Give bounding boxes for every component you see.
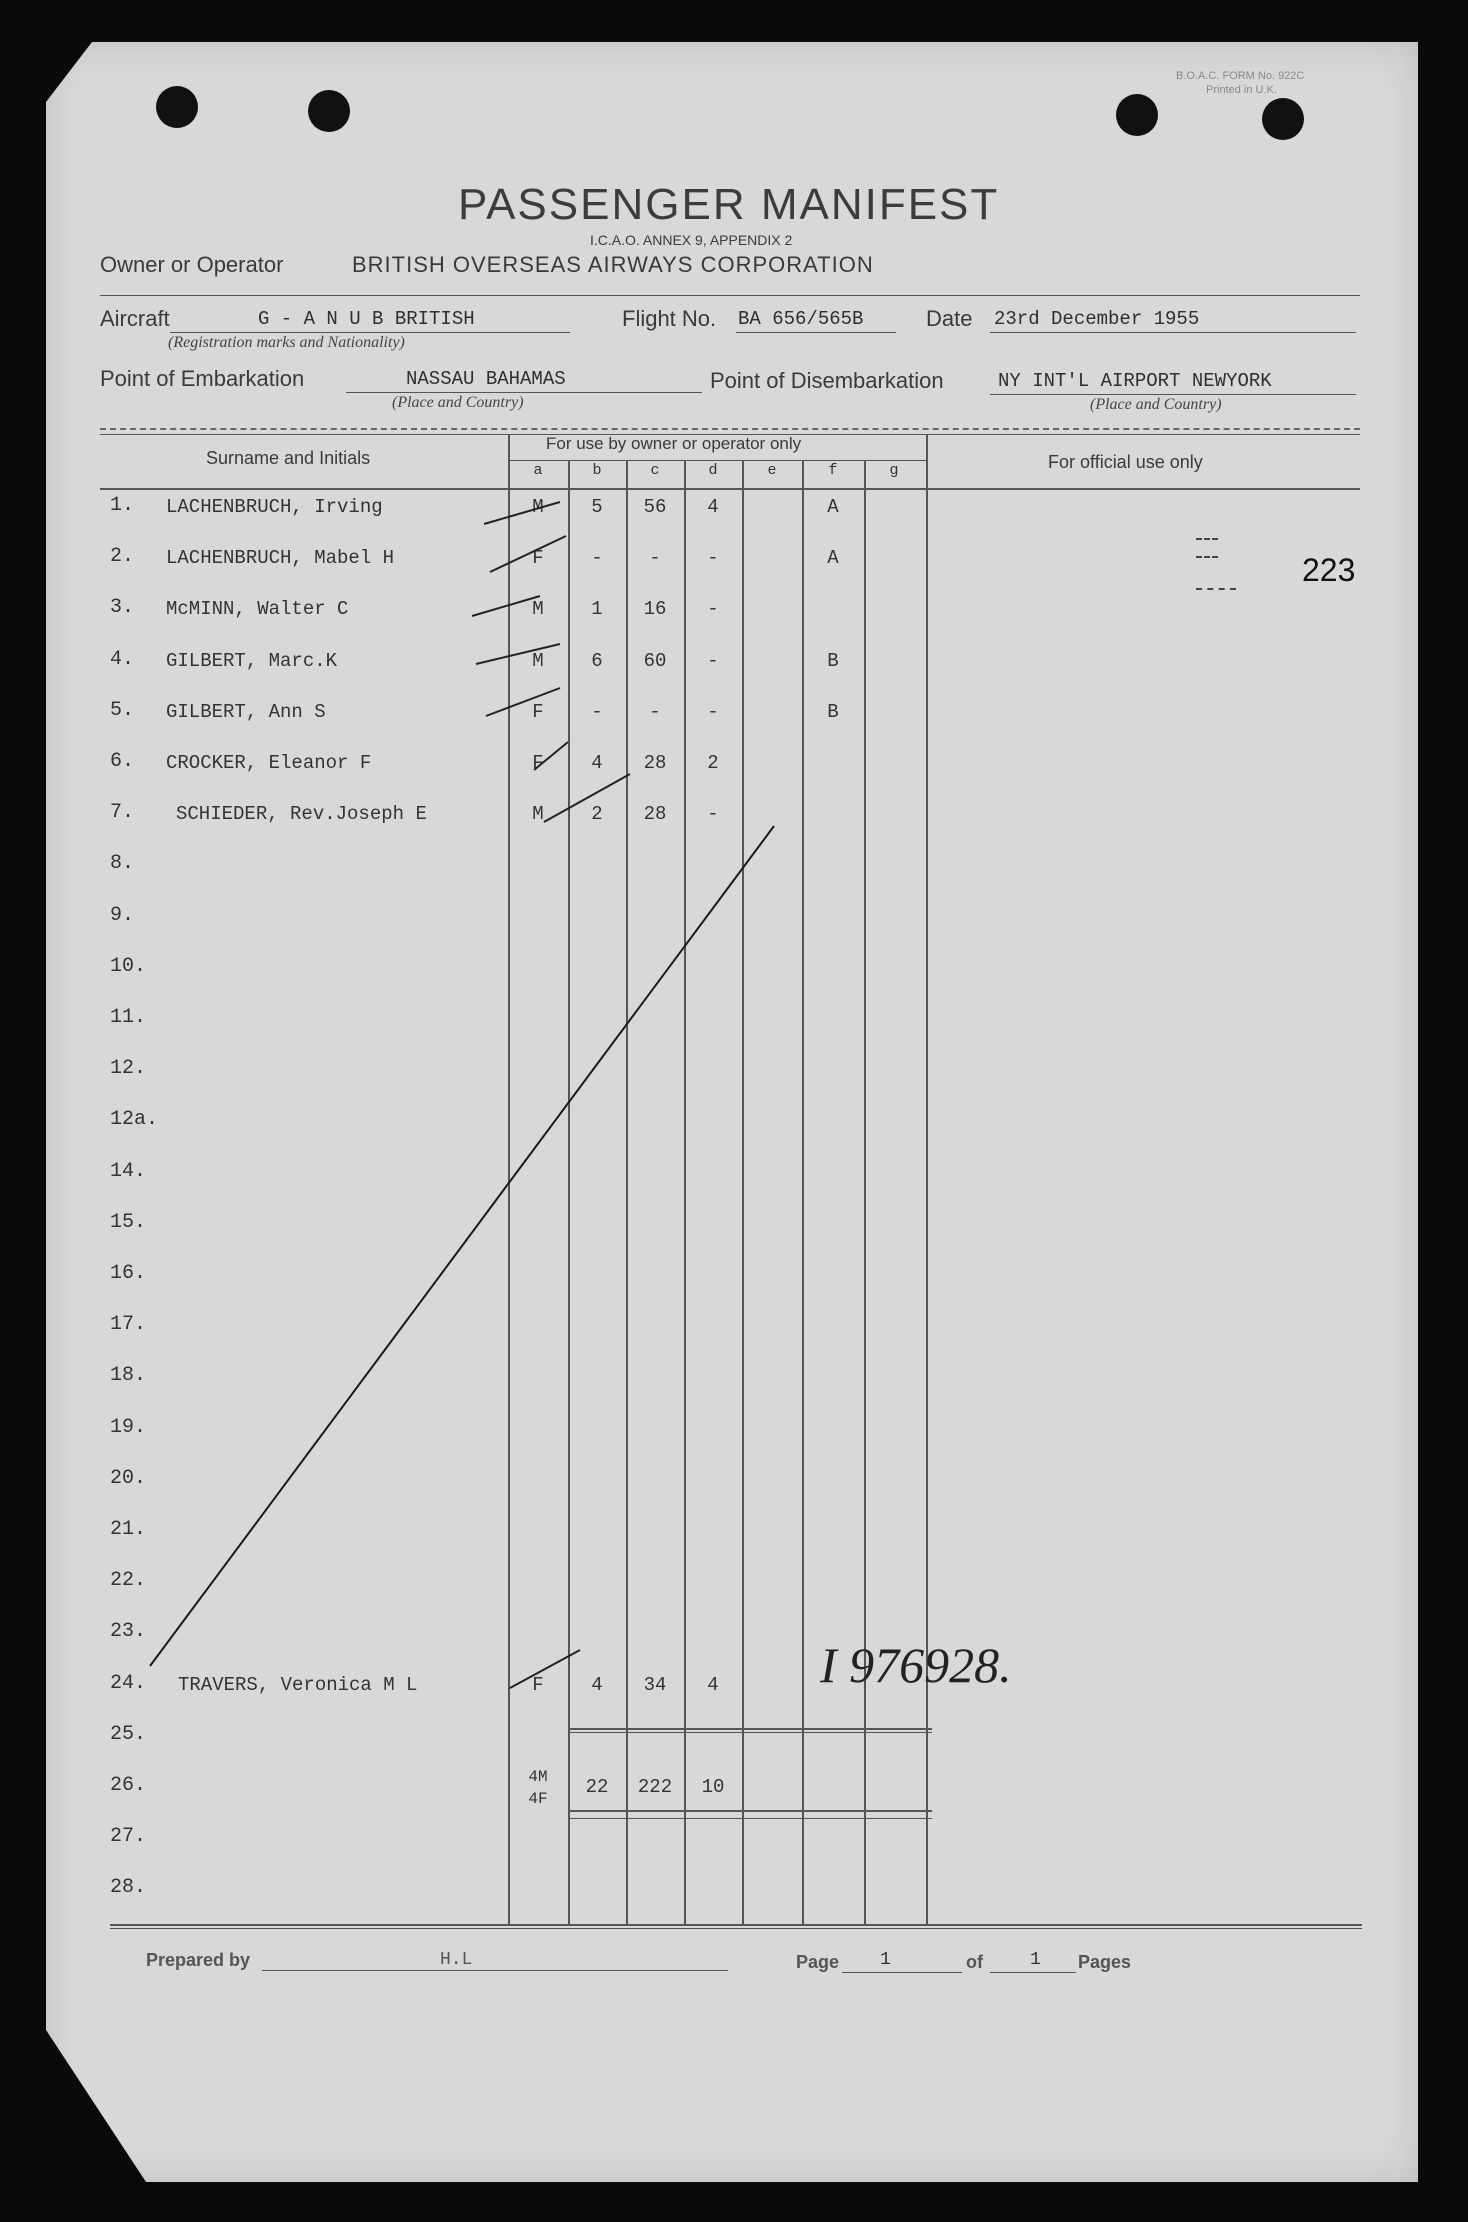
disembark-value: NY INT'L AIRPORT NEWYORK: [998, 370, 1272, 392]
cell-d: 10: [701, 1776, 725, 1798]
column-letter: e: [767, 462, 777, 479]
aircraft-value: G - A N U B BRITISH: [258, 308, 475, 330]
cell-b: 1: [591, 598, 603, 620]
row-number: 26.: [110, 1774, 147, 1797]
row-number: 10.: [110, 955, 147, 978]
cell-a: M: [532, 496, 544, 518]
column-owner-use-header: For use by owner or operator only: [546, 434, 802, 453]
embark-note: (Place and Country): [392, 394, 524, 411]
cell-c: 28: [643, 803, 667, 825]
cell-f: B: [827, 650, 839, 672]
cell-d: 4: [707, 496, 719, 518]
check-mark: [544, 774, 630, 822]
row-number: 12.: [110, 1057, 147, 1080]
owner-value: BRITISH OVERSEAS AIRWAYS CORPORATION: [352, 252, 874, 277]
cell-f: A: [827, 547, 839, 569]
cell-c: -: [649, 701, 661, 723]
cell-a: 4M 4F: [528, 1768, 548, 1808]
cell-d: -: [707, 547, 719, 569]
passenger-name: TRAVERS, Veronica M L: [178, 1674, 418, 1696]
disembark-label: Point of Disembarkation: [710, 368, 944, 393]
column-surname-header: Surname and Initials: [206, 448, 371, 468]
prepared-by-label: Prepared by: [146, 1950, 251, 1970]
date-value: 23rd December 1955: [994, 308, 1200, 330]
cell-c: 60: [643, 650, 667, 672]
column-letter: c: [650, 462, 660, 479]
form-printed-note: Printed in U.K.: [1206, 84, 1277, 96]
column-letter: g: [889, 462, 899, 479]
check-mark: [534, 742, 568, 770]
cell-d: 2: [707, 752, 719, 774]
cell-d: -: [707, 803, 719, 825]
row-number: 28.: [110, 1876, 147, 1899]
cell-c: 34: [643, 1674, 667, 1696]
cell-a: M: [532, 598, 544, 620]
cell-c: 28: [643, 752, 667, 774]
flight-label: Flight No.: [622, 306, 717, 331]
cell-b: 22: [585, 1776, 609, 1798]
page-total: 1: [1030, 1950, 1041, 1970]
disembark-note: (Place and Country): [1090, 396, 1222, 413]
check-mark: [472, 596, 540, 616]
row-number: 5.: [110, 699, 135, 722]
cell-c: 16: [643, 598, 667, 620]
cell-b: 4: [591, 752, 603, 774]
diagonal-cancel-line: [150, 826, 774, 1666]
row-number: 27.: [110, 1825, 147, 1848]
check-mark: [486, 688, 560, 716]
cell-b: 4: [591, 1674, 603, 1696]
row-number: 4.: [110, 648, 135, 671]
prepared-by-value: H.L: [440, 1950, 473, 1970]
passenger-name: GILBERT, Ann S: [166, 701, 326, 723]
flight-value: BA 656/565B: [738, 308, 864, 330]
row-number: 16.: [110, 1262, 147, 1285]
cell-b: 6: [591, 650, 603, 672]
row-number: 17.: [110, 1313, 147, 1336]
page-subtitle: I.C.A.O. ANNEX 9, APPENDIX 2: [590, 232, 793, 248]
column-official-header: For official use only: [1048, 452, 1203, 472]
column-letter: d: [708, 462, 718, 479]
row-number: 9.: [110, 904, 135, 927]
cell-f: A: [827, 496, 839, 518]
row-number: 14.: [110, 1160, 147, 1183]
row-number: 3.: [110, 596, 135, 619]
embark-label: Point of Embarkation: [100, 366, 305, 391]
page-number: 1: [880, 1950, 891, 1970]
row-number: 24.: [110, 1672, 147, 1695]
cell-f: B: [827, 701, 839, 723]
cell-d: -: [707, 650, 719, 672]
passenger-name: CROCKER, Eleanor F: [166, 752, 372, 774]
check-mark: [490, 536, 566, 572]
of-label: of: [966, 1952, 983, 1972]
official-number: 223: [1302, 552, 1356, 588]
page-title: PASSENGER MANIFEST: [458, 180, 1000, 229]
passenger-name: LACHENBRUCH, Mabel H: [166, 547, 395, 569]
pages-label: Pages: [1078, 1952, 1132, 1972]
embark-value: NASSAU BAHAMAS: [406, 368, 566, 390]
passenger-name: LACHENBRUCH, Irving: [166, 496, 383, 518]
cell-a: M: [532, 650, 544, 672]
cell-c: -: [649, 547, 661, 569]
date-label: Date: [926, 306, 973, 331]
cell-a: M: [532, 803, 544, 825]
form-reference: B.O.A.C. FORM No. 922C: [1176, 70, 1305, 82]
cell-a: F: [532, 752, 544, 774]
row-number: 23.: [110, 1620, 147, 1643]
column-letter: f: [828, 462, 838, 479]
row-number: 8.: [110, 852, 135, 875]
row-number: 18.: [110, 1364, 147, 1387]
row-number: 25.: [110, 1723, 147, 1746]
row-number: 12a.: [110, 1108, 159, 1131]
row-number: 1.: [110, 494, 135, 517]
row-number: 22.: [110, 1569, 147, 1592]
check-mark: [476, 644, 560, 664]
handwritten-registration-number: I 976928.: [820, 1637, 1012, 1693]
cell-c: 56: [643, 496, 667, 518]
cell-a: F: [532, 547, 544, 569]
cell-d: -: [707, 701, 719, 723]
column-letter: a: [533, 462, 543, 479]
check-mark: [484, 502, 560, 524]
cell-d: 4: [707, 1674, 719, 1696]
row-number: 11.: [110, 1006, 147, 1029]
passenger-name: GILBERT, Marc.K: [166, 650, 338, 672]
cell-b: -: [591, 547, 603, 569]
passenger-name: McMINN, Walter C: [166, 598, 349, 620]
row-number: 21.: [110, 1518, 147, 1541]
aircraft-label: Aircraft: [100, 306, 170, 331]
check-mark: [510, 1650, 580, 1688]
page-label: Page: [796, 1952, 840, 1972]
cell-a: F: [532, 701, 544, 723]
row-number: 2.: [110, 545, 135, 568]
column-letter: b: [592, 462, 602, 479]
cell-c: 222: [637, 1776, 673, 1798]
cell-a: F: [532, 1674, 544, 1696]
passenger-name: SCHIEDER, Rev.Joseph E: [176, 803, 427, 825]
cell-b: 2: [591, 803, 603, 825]
row-number: 19.: [110, 1416, 147, 1439]
row-number: 15.: [110, 1211, 147, 1234]
row-number: 7.: [110, 801, 135, 824]
cell-b: -: [591, 701, 603, 723]
row-number: 20.: [110, 1467, 147, 1490]
cell-d: -: [707, 598, 719, 620]
aircraft-note: (Registration marks and Nationality): [168, 334, 405, 351]
owner-label: Owner or Operator: [100, 252, 284, 277]
cell-b: 5: [591, 496, 603, 518]
row-number: 6.: [110, 750, 135, 773]
